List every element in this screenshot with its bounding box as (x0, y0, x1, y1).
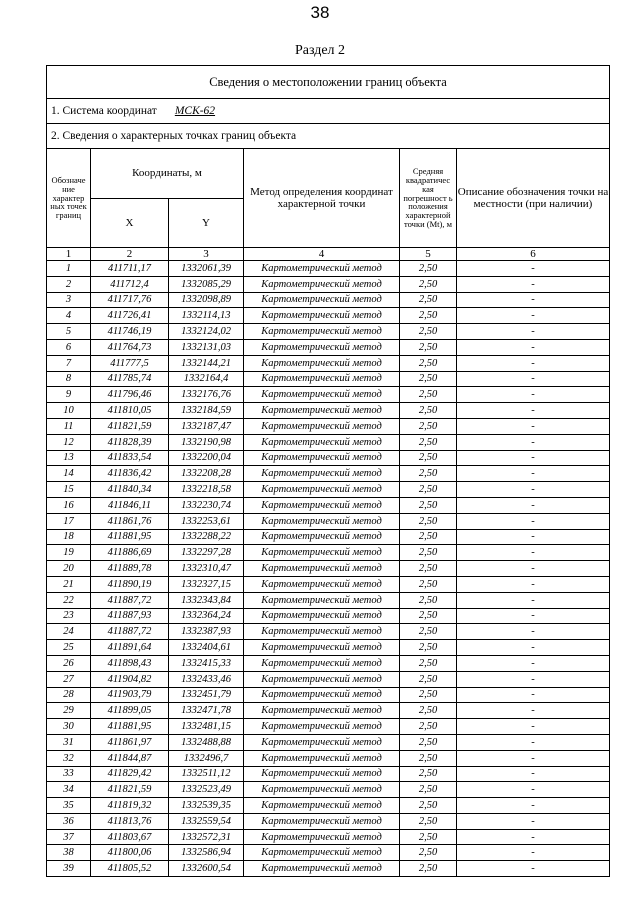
x-coordinate-cell: 411805,52 (91, 861, 169, 877)
method-cell: Картометрический метод (244, 655, 400, 671)
x-coordinate-cell: 411746,19 (91, 324, 169, 340)
description-cell: - (457, 798, 610, 814)
method-cell: Картометрический метод (244, 703, 400, 719)
table-row (47, 324, 610, 340)
error-cell: 2,50 (400, 861, 457, 877)
table-row (47, 703, 610, 719)
error-cell: 2,50 (400, 276, 457, 292)
column-number: 6 (457, 248, 610, 261)
point-number-cell: 19 (47, 545, 91, 561)
error-cell: 2,50 (400, 482, 457, 498)
point-number-cell: 11 (47, 418, 91, 434)
header-row-top (47, 149, 610, 199)
method-cell: Картометрический метод (244, 403, 400, 419)
y-coordinate-cell: 1332297,28 (169, 545, 244, 561)
table-row (47, 371, 610, 387)
x-coordinate-cell: 411726,41 (91, 308, 169, 324)
description-cell: - (457, 813, 610, 829)
point-number-cell: 2 (47, 276, 91, 292)
x-coordinate-cell: 411887,93 (91, 608, 169, 624)
y-coordinate-cell: 1332098,89 (169, 292, 244, 308)
method-cell: Картометрический метод (244, 529, 400, 545)
x-coordinate-cell: 411803,67 (91, 829, 169, 845)
description-cell: - (457, 324, 610, 340)
x-coordinate-cell: 411899,05 (91, 703, 169, 719)
y-coordinate-cell: 1332164,4 (169, 371, 244, 387)
description-cell: - (457, 829, 610, 845)
method-cell: Картометрический метод (244, 261, 400, 277)
error-cell: 2,50 (400, 466, 457, 482)
point-number-cell: 29 (47, 703, 91, 719)
y-coordinate-cell: 1332184,59 (169, 403, 244, 419)
table-row (47, 766, 610, 782)
coord-system-value: МСК-62 (174, 105, 216, 117)
error-cell: 2,50 (400, 687, 457, 703)
point-number-cell: 16 (47, 497, 91, 513)
x-coordinate-cell: 411796,46 (91, 387, 169, 403)
x-coordinate-cell: 411828,39 (91, 434, 169, 450)
point-number-cell: 12 (47, 434, 91, 450)
table-row (47, 292, 610, 308)
method-cell: Картометрический метод (244, 592, 400, 608)
column-number: 4 (244, 248, 400, 261)
method-cell: Картометрический метод (244, 292, 400, 308)
point-number-cell: 18 (47, 529, 91, 545)
description-cell: - (457, 687, 610, 703)
x-coordinate-cell: 411829,42 (91, 766, 169, 782)
y-coordinate-cell: 1332253,61 (169, 513, 244, 529)
y-coordinate-cell: 1332572,31 (169, 829, 244, 845)
point-number-cell: 4 (47, 308, 91, 324)
error-cell: 2,50 (400, 403, 457, 419)
x-coordinate-cell: 411891,64 (91, 640, 169, 656)
x-coordinate-cell: 411819,32 (91, 798, 169, 814)
x-coordinate-cell: 411821,59 (91, 418, 169, 434)
y-coordinate-cell: 1332559,54 (169, 813, 244, 829)
table-row (47, 845, 610, 861)
description-cell: - (457, 339, 610, 355)
y-coordinate-cell: 1332200,04 (169, 450, 244, 466)
point-number-cell: 13 (47, 450, 91, 466)
table-row (47, 355, 610, 371)
point-number-cell: 23 (47, 608, 91, 624)
point-number-cell: 5 (47, 324, 91, 340)
table-row (47, 276, 610, 292)
error-cell: 2,50 (400, 339, 457, 355)
x-coordinate-cell: 411800,06 (91, 845, 169, 861)
y-coordinate-cell: 1332433,46 (169, 671, 244, 687)
x-coordinate-cell: 411904,82 (91, 671, 169, 687)
point-number-cell: 39 (47, 861, 91, 877)
method-cell: Картометрический метод (244, 798, 400, 814)
method-cell: Картометрический метод (244, 687, 400, 703)
x-coordinate-cell: 411890,19 (91, 576, 169, 592)
points-section-row (47, 124, 610, 149)
description-cell: - (457, 782, 610, 798)
method-cell: Картометрический метод (244, 466, 400, 482)
point-number-cell: 14 (47, 466, 91, 482)
table-row (47, 624, 610, 640)
y-coordinate-cell: 1332085,29 (169, 276, 244, 292)
y-coordinate-cell: 1332539,35 (169, 798, 244, 814)
table-banner: Сведения о местоположении границ объекта (47, 66, 610, 99)
table-row (47, 734, 610, 750)
y-coordinate-cell: 1332488,88 (169, 734, 244, 750)
point-number-cell: 37 (47, 829, 91, 845)
y-coordinate-cell: 1332114,13 (169, 308, 244, 324)
y-coordinate-cell: 1332404,61 (169, 640, 244, 656)
method-cell: Картометрический метод (244, 276, 400, 292)
x-coordinate-cell: 411764,73 (91, 339, 169, 355)
table-row (47, 418, 610, 434)
description-cell: - (457, 734, 610, 750)
method-cell: Картометрический метод (244, 450, 400, 466)
error-cell: 2,50 (400, 371, 457, 387)
description-cell: - (457, 561, 610, 577)
description-cell: - (457, 308, 610, 324)
header-error: Средняя квадратичес кая погрешност ь положения характерной точки (Mt), м (400, 149, 457, 248)
description-cell: - (457, 608, 610, 624)
error-cell: 2,50 (400, 719, 457, 735)
error-cell: 2,50 (400, 387, 457, 403)
point-number-cell: 25 (47, 640, 91, 656)
error-cell: 2,50 (400, 734, 457, 750)
x-coordinate-cell: 411844,87 (91, 750, 169, 766)
column-number: 5 (400, 248, 457, 261)
method-cell: Картометрический метод (244, 355, 400, 371)
x-coordinate-cell: 411887,72 (91, 624, 169, 640)
method-cell: Картометрический метод (244, 576, 400, 592)
method-cell: Картометрический метод (244, 813, 400, 829)
description-cell: - (457, 403, 610, 419)
description-cell: - (457, 355, 610, 371)
table-row (47, 482, 610, 498)
y-coordinate-cell: 1332600,54 (169, 861, 244, 877)
error-cell: 2,50 (400, 292, 457, 308)
description-cell: - (457, 434, 610, 450)
error-cell: 2,50 (400, 813, 457, 829)
description-cell: - (457, 766, 610, 782)
table-row (47, 434, 610, 450)
description-cell: - (457, 482, 610, 498)
y-coordinate-cell: 1332496,7 (169, 750, 244, 766)
x-coordinate-cell: 411903,79 (91, 687, 169, 703)
error-cell: 2,50 (400, 497, 457, 513)
error-cell: 2,50 (400, 529, 457, 545)
description-cell: - (457, 387, 610, 403)
method-cell: Картометрический метод (244, 782, 400, 798)
y-coordinate-cell: 1332124,02 (169, 324, 244, 340)
point-number-cell: 7 (47, 355, 91, 371)
table-row (47, 861, 610, 877)
error-cell: 2,50 (400, 308, 457, 324)
table-row (47, 529, 610, 545)
y-coordinate-cell: 1332144,21 (169, 355, 244, 371)
table-row (47, 608, 610, 624)
y-coordinate-cell: 1332288,22 (169, 529, 244, 545)
description-cell: - (457, 371, 610, 387)
description-cell: - (457, 845, 610, 861)
table-row (47, 261, 610, 277)
point-number-cell: 36 (47, 813, 91, 829)
y-coordinate-cell: 1332176,76 (169, 387, 244, 403)
y-coordinate-cell: 1332327,15 (169, 576, 244, 592)
y-coordinate-cell: 1332187,47 (169, 418, 244, 434)
point-number-cell: 34 (47, 782, 91, 798)
error-cell: 2,50 (400, 703, 457, 719)
description-cell: - (457, 276, 610, 292)
error-cell: 2,50 (400, 798, 457, 814)
x-coordinate-cell: 411821,59 (91, 782, 169, 798)
error-cell: 2,50 (400, 766, 457, 782)
description-cell: - (457, 450, 610, 466)
method-cell: Картометрический метод (244, 371, 400, 387)
error-cell: 2,50 (400, 829, 457, 845)
coord-system-cell (47, 99, 610, 124)
point-number-cell: 26 (47, 655, 91, 671)
method-cell: Картометрический метод (244, 829, 400, 845)
x-coordinate-cell: 411898,43 (91, 655, 169, 671)
point-number-cell: 22 (47, 592, 91, 608)
y-coordinate-cell: 1332471,78 (169, 703, 244, 719)
table-row (47, 561, 610, 577)
coord-system-label: 1. Система координат (51, 105, 157, 117)
method-cell: Картометрический метод (244, 434, 400, 450)
y-coordinate-cell: 1332415,33 (169, 655, 244, 671)
header-point-designation: Обозначе ние характер ных точек границ (47, 149, 91, 248)
boundary-points-table (46, 65, 610, 877)
point-number-cell: 20 (47, 561, 91, 577)
method-cell: Картометрический метод (244, 308, 400, 324)
error-cell: 2,50 (400, 545, 457, 561)
description-cell: - (457, 418, 610, 434)
y-coordinate-cell: 1332364,24 (169, 608, 244, 624)
method-cell: Картометрический метод (244, 750, 400, 766)
x-coordinate-cell: 411840,34 (91, 482, 169, 498)
points-section-label: 2. Сведения о характерных точках границ объекта (47, 124, 610, 149)
description-cell: - (457, 576, 610, 592)
description-cell: - (457, 545, 610, 561)
description-cell: - (457, 466, 610, 482)
header-method: Метод определения координат характерной точки (244, 149, 400, 248)
method-cell: Картометрический метод (244, 339, 400, 355)
table-row (47, 308, 610, 324)
method-cell: Картометрический метод (244, 845, 400, 861)
y-coordinate-cell: 1332481,15 (169, 719, 244, 735)
description-cell: - (457, 719, 610, 735)
y-coordinate-cell: 1332310,47 (169, 561, 244, 577)
table-row (47, 671, 610, 687)
table-row (47, 829, 610, 845)
table-row (47, 545, 610, 561)
table-row (47, 403, 610, 419)
x-coordinate-cell: 411785,74 (91, 371, 169, 387)
method-cell: Картометрический метод (244, 513, 400, 529)
method-cell: Картометрический метод (244, 640, 400, 656)
table-row (47, 719, 610, 735)
x-coordinate-cell: 411833,54 (91, 450, 169, 466)
error-cell: 2,50 (400, 576, 457, 592)
table-row (47, 782, 610, 798)
point-number-cell: 1 (47, 261, 91, 277)
y-coordinate-cell: 1332343,84 (169, 592, 244, 608)
y-coordinate-cell: 1332586,94 (169, 845, 244, 861)
y-coordinate-cell: 1332131,03 (169, 339, 244, 355)
method-cell: Картометрический метод (244, 671, 400, 687)
section-title: Раздел 2 (294, 43, 346, 58)
point-number-cell: 31 (47, 734, 91, 750)
y-coordinate-cell: 1332523,49 (169, 782, 244, 798)
x-coordinate-cell: 411777,5 (91, 355, 169, 371)
description-cell: - (457, 655, 610, 671)
point-number-cell: 9 (47, 387, 91, 403)
point-number-cell: 21 (47, 576, 91, 592)
table-row (47, 750, 610, 766)
description-cell: - (457, 497, 610, 513)
page-number: 38 (310, 3, 330, 22)
description-cell: - (457, 640, 610, 656)
error-cell: 2,50 (400, 261, 457, 277)
point-number-cell: 17 (47, 513, 91, 529)
header-description: Описание обозначения точки на местности (при наличии) (457, 149, 610, 248)
error-cell: 2,50 (400, 324, 457, 340)
x-coordinate-cell: 411711,17 (91, 261, 169, 277)
method-cell: Картометрический метод (244, 766, 400, 782)
table-row (47, 339, 610, 355)
point-number-cell: 8 (47, 371, 91, 387)
point-number-cell: 32 (47, 750, 91, 766)
error-cell: 2,50 (400, 608, 457, 624)
point-number-cell: 30 (47, 719, 91, 735)
x-coordinate-cell: 411846,11 (91, 497, 169, 513)
y-coordinate-cell: 1332451,79 (169, 687, 244, 703)
table-row (47, 466, 610, 482)
method-cell: Картометрический метод (244, 734, 400, 750)
table-row (47, 592, 610, 608)
method-cell: Картометрический метод (244, 497, 400, 513)
x-coordinate-cell: 411861,97 (91, 734, 169, 750)
header-y: Y (169, 199, 244, 248)
error-cell: 2,50 (400, 561, 457, 577)
x-coordinate-cell: 411881,95 (91, 719, 169, 735)
y-coordinate-cell: 1332387,93 (169, 624, 244, 640)
x-coordinate-cell: 411887,72 (91, 592, 169, 608)
error-cell: 2,50 (400, 592, 457, 608)
method-cell: Картометрический метод (244, 482, 400, 498)
description-cell: - (457, 529, 610, 545)
point-number-cell: 27 (47, 671, 91, 687)
point-number-cell: 3 (47, 292, 91, 308)
x-coordinate-cell: 411836,42 (91, 466, 169, 482)
error-cell: 2,50 (400, 418, 457, 434)
table-row (47, 497, 610, 513)
error-cell: 2,50 (400, 671, 457, 687)
description-cell: - (457, 671, 610, 687)
method-cell: Картометрический метод (244, 387, 400, 403)
error-cell: 2,50 (400, 640, 457, 656)
table-row (47, 655, 610, 671)
point-number-cell: 38 (47, 845, 91, 861)
x-coordinate-cell: 411889,78 (91, 561, 169, 577)
column-number: 2 (91, 248, 169, 261)
description-cell: - (457, 292, 610, 308)
x-coordinate-cell: 411810,05 (91, 403, 169, 419)
table-row (47, 798, 610, 814)
point-number-cell: 35 (47, 798, 91, 814)
method-cell: Картометрический метод (244, 418, 400, 434)
y-coordinate-cell: 1332511,12 (169, 766, 244, 782)
point-number-cell: 24 (47, 624, 91, 640)
error-cell: 2,50 (400, 624, 457, 640)
point-number-cell: 33 (47, 766, 91, 782)
column-number: 3 (169, 248, 244, 261)
error-cell: 2,50 (400, 355, 457, 371)
method-cell: Картометрический метод (244, 561, 400, 577)
y-coordinate-cell: 1332190,98 (169, 434, 244, 450)
description-cell: - (457, 624, 610, 640)
error-cell: 2,50 (400, 434, 457, 450)
error-cell: 2,50 (400, 845, 457, 861)
header-x: X (91, 199, 169, 248)
table-row (47, 640, 610, 656)
description-cell: - (457, 861, 610, 877)
point-number-cell: 6 (47, 339, 91, 355)
y-coordinate-cell: 1332208,28 (169, 466, 244, 482)
table-row (47, 813, 610, 829)
table-row (47, 576, 610, 592)
x-coordinate-cell: 411813,76 (91, 813, 169, 829)
table-row (47, 513, 610, 529)
table-banner-row (47, 66, 610, 99)
description-cell: - (457, 750, 610, 766)
error-cell: 2,50 (400, 750, 457, 766)
method-cell: Картометрический метод (244, 719, 400, 735)
table-row (47, 450, 610, 466)
description-cell: - (457, 261, 610, 277)
header-coordinates: Координаты, м (91, 149, 244, 199)
point-number-cell: 28 (47, 687, 91, 703)
error-cell: 2,50 (400, 450, 457, 466)
error-cell: 2,50 (400, 782, 457, 798)
y-coordinate-cell: 1332218,58 (169, 482, 244, 498)
coord-system-row (47, 99, 610, 124)
method-cell: Картометрический метод (244, 324, 400, 340)
table-row (47, 687, 610, 703)
error-cell: 2,50 (400, 655, 457, 671)
error-cell: 2,50 (400, 513, 457, 529)
description-cell: - (457, 513, 610, 529)
table-row (47, 387, 610, 403)
x-coordinate-cell: 411712,4 (91, 276, 169, 292)
method-cell: Картометрический метод (244, 545, 400, 561)
method-cell: Картометрический метод (244, 861, 400, 877)
description-cell: - (457, 703, 610, 719)
x-coordinate-cell: 411886,69 (91, 545, 169, 561)
y-coordinate-cell: 1332061,39 (169, 261, 244, 277)
method-cell: Картометрический метод (244, 608, 400, 624)
x-coordinate-cell: 411861,76 (91, 513, 169, 529)
point-number-cell: 10 (47, 403, 91, 419)
point-number-cell: 15 (47, 482, 91, 498)
x-coordinate-cell: 411881,95 (91, 529, 169, 545)
column-number-row (47, 248, 610, 261)
method-cell: Картометрический метод (244, 624, 400, 640)
y-coordinate-cell: 1332230,74 (169, 497, 244, 513)
column-number: 1 (47, 248, 91, 261)
description-cell: - (457, 592, 610, 608)
x-coordinate-cell: 411717,76 (91, 292, 169, 308)
